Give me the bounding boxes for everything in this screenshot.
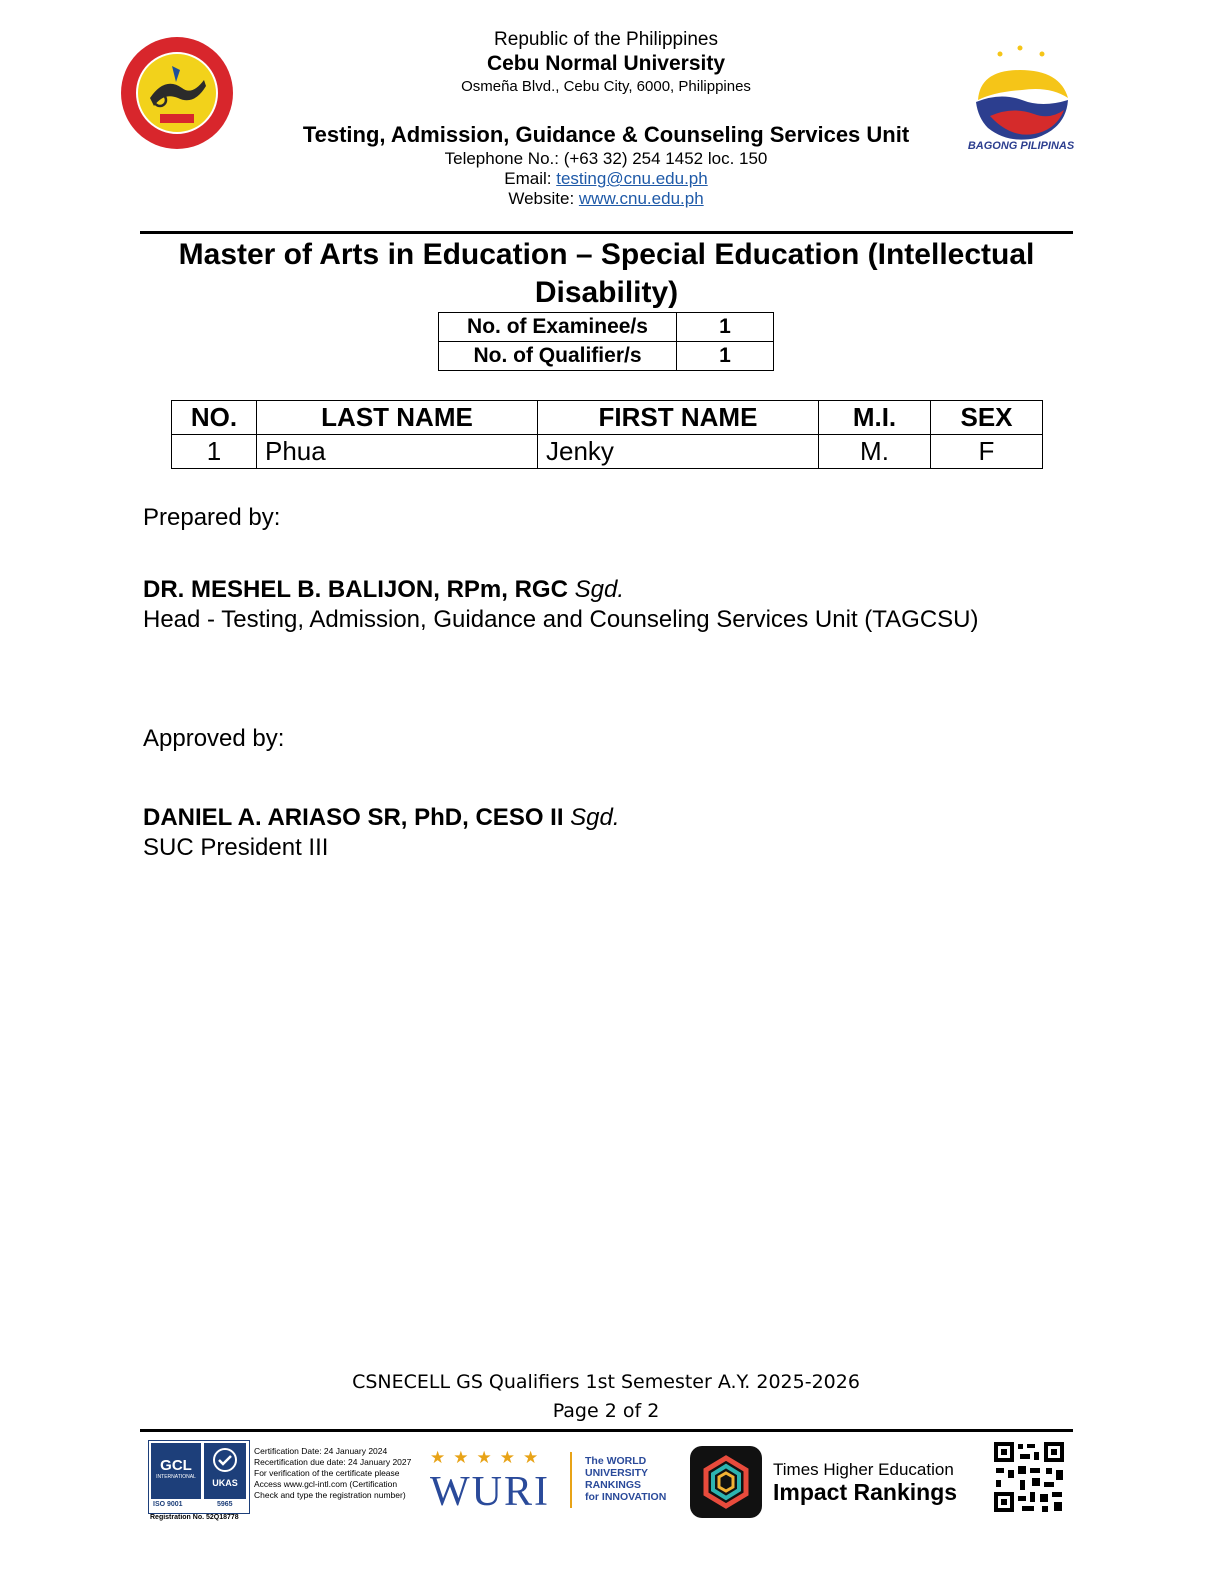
wuri-desc-line: RANKINGS: [585, 1479, 642, 1491]
wuri-desc-line: The WORLD: [585, 1455, 647, 1467]
col-header-no: NO.: [172, 401, 257, 435]
approved-by-name: DANIEL A. ARIASO SR, PhD, CESO II: [143, 804, 564, 831]
cell-sex: F: [931, 435, 1043, 469]
qr-code-icon: [992, 1440, 1066, 1514]
qualifiers-table: [171, 400, 1043, 469]
approved-by-label: Approved by:: [143, 725, 285, 752]
website-link[interactable]: www.cnu.edu.ph: [578, 189, 704, 208]
wuri-description: [585, 1455, 666, 1503]
cert-line: Access www.gcl-intl.com (Certification: [254, 1479, 398, 1489]
iso-label: ISO 9001: [153, 1501, 183, 1508]
prepared-by-position: Head - Testing, Admission, Guidance and Counseling Services Unit (TAGCSU): [143, 606, 979, 633]
summary-row-qualifiers: [439, 342, 774, 371]
cert-line: Recertification due date: 24 January 2027: [254, 1457, 412, 1467]
ukas-check-icon: [212, 1447, 238, 1473]
header-telephone: Telephone No.: (+63 32) 254 1452 loc. 150: [444, 149, 768, 168]
cert-line: Certification Date: 24 January 2024: [254, 1446, 388, 1456]
approved-by-position: SUC President III: [143, 834, 329, 861]
wuri-divider: [570, 1452, 572, 1508]
summary-row-examinees: [439, 313, 774, 342]
table-row: [172, 435, 1043, 469]
wuri-stars: ★★★★★: [430, 1448, 547, 1467]
cell-mi: M.: [819, 435, 931, 469]
header-address: Osmeña Blvd., Cebu City, 6000, Philippines: [461, 78, 751, 95]
table-header-row: [172, 401, 1043, 435]
wuri-wordmark: WURI: [430, 1469, 550, 1515]
prepared-by-label: Prepared by:: [143, 504, 281, 531]
the-line-1: Times Higher Education: [773, 1460, 954, 1479]
summary-value: 1: [677, 342, 774, 371]
prepared-by-signatory: [143, 576, 624, 604]
the-impact-rankings-logo-icon: [690, 1446, 762, 1518]
approved-by-sgd: Sgd.: [570, 804, 620, 831]
header-unit-name: Testing, Admission, Guidance & Counseling Services Unit: [302, 122, 910, 147]
cell-last-name: Phua: [257, 435, 538, 469]
summary-value: 1: [677, 313, 774, 342]
gcl-label: GCL: [160, 1457, 192, 1474]
summary-label: No. of Qualifier/s: [439, 342, 677, 371]
summary-label: No. of Examinee/s: [439, 313, 677, 342]
gcl-sub-label: INTERNATIONAL: [156, 1474, 196, 1480]
col-header-first-name: FIRST NAME: [538, 401, 819, 435]
gcl-logo: [151, 1443, 201, 1499]
col-header-last-name: LAST NAME: [257, 401, 538, 435]
prepared-by-name: DR. MESHEL B. BALIJON, RPm, RGC: [143, 576, 568, 603]
email-link[interactable]: testing@cnu.edu.ph: [556, 169, 708, 188]
certification-details: [254, 1446, 424, 1501]
footer-document-name: CSNECELL GS Qualifiers 1st Semester A.Y. 2025-2026: [352, 1371, 860, 1393]
bagong-pilipinas-caption: BAGONG PILIPINAS: [967, 140, 1075, 152]
footer-divider: [140, 1429, 1073, 1432]
header-email-line: [300, 169, 912, 189]
cell-no: 1: [172, 435, 257, 469]
wuri-desc-line: for INNOVATION: [585, 1491, 667, 1503]
ukas-logo: [204, 1443, 246, 1499]
email-label: Email:: [504, 169, 557, 188]
header-website-line: [300, 189, 912, 209]
summary-table: [438, 312, 774, 371]
cell-first-name: Jenky: [538, 435, 819, 469]
cert-line: For verification of the certificate please: [254, 1468, 400, 1478]
header-divider: [140, 231, 1073, 234]
gcl-ukas-badge: [148, 1440, 250, 1514]
university-seal-logo: [120, 36, 234, 150]
header-university: Cebu Normal University: [486, 52, 726, 75]
prepared-by-sgd: Sgd.: [574, 576, 624, 603]
col-header-mi: M.I.: [819, 401, 931, 435]
col-header-sex: SEX: [931, 401, 1043, 435]
the-line-2: Impact Rankings: [773, 1479, 958, 1505]
registration-number: Registration No. 52Q18778: [150, 1514, 239, 1521]
wuri-desc-line: UNIVERSITY: [585, 1467, 649, 1479]
cert-line: Check and type the registration number): [254, 1490, 406, 1500]
program-title: Master of Arts in Education – Special Education (Intellectual Disability): [178, 238, 1035, 309]
website-label: Website:: [508, 189, 579, 208]
ukas-label: UKAS: [212, 1478, 238, 1488]
footer-page-number: Page 2 of 2: [552, 1400, 660, 1422]
approved-by-signatory: [143, 804, 620, 832]
ukas-number: 5965: [217, 1501, 233, 1508]
header-republic: Republic of the Philippines: [494, 29, 718, 50]
